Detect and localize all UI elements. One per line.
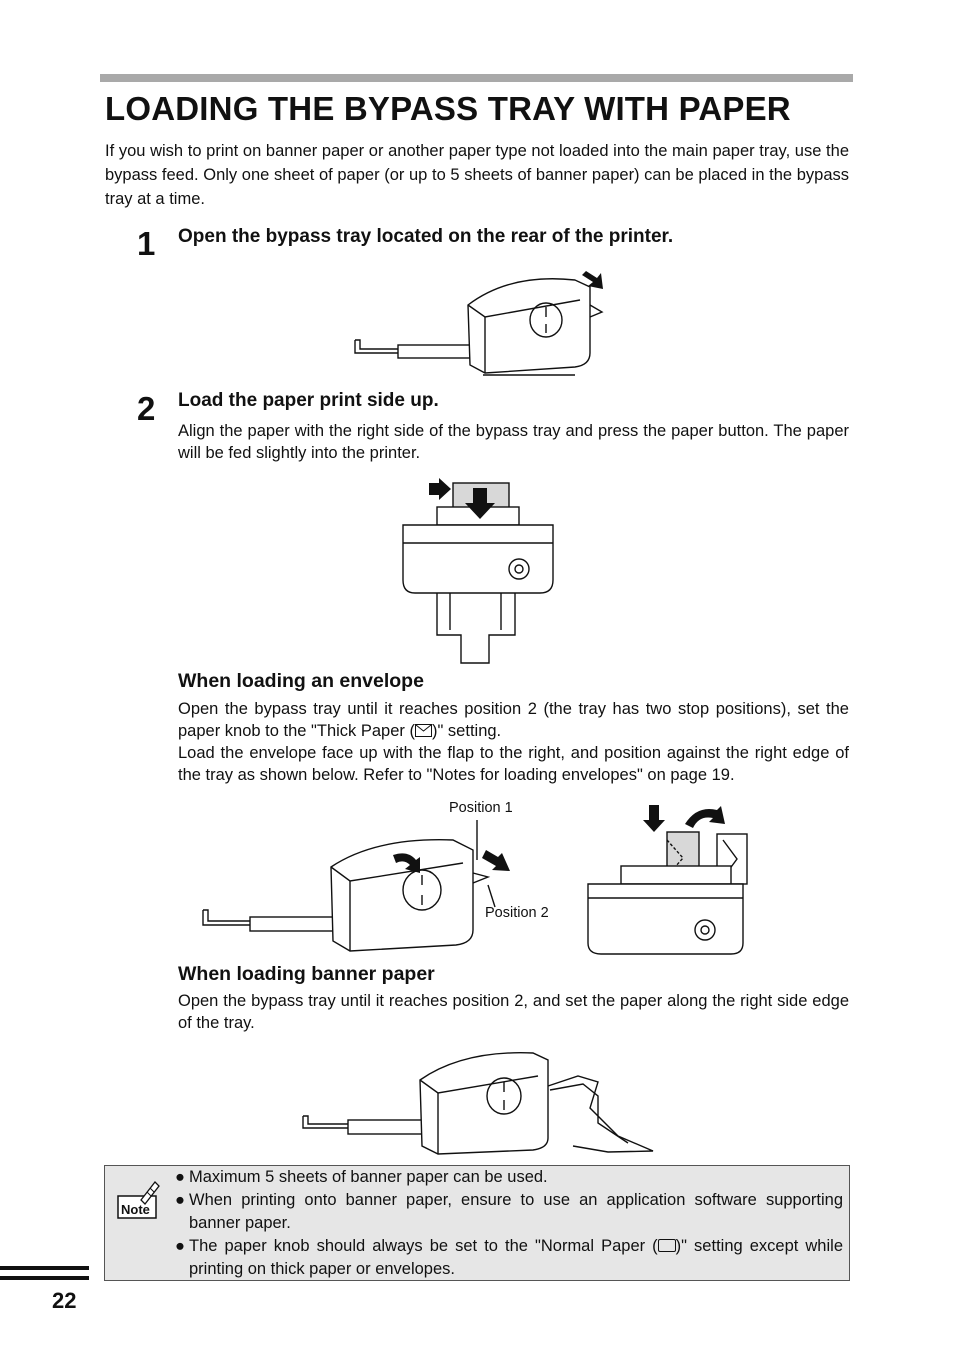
page-title: LOADING THE BYPASS TRAY WITH PAPER xyxy=(105,90,791,127)
banner-paper-figure xyxy=(298,1048,658,1160)
envelope-body xyxy=(178,698,849,786)
bullet-icon: ● xyxy=(175,1191,185,1209)
printer-top-view-figure xyxy=(395,475,560,667)
normal-paper-icon xyxy=(658,1239,676,1252)
note-pencil-icon xyxy=(115,1178,161,1222)
thick-paper-envelope-icon xyxy=(415,724,432,737)
flip-arrow-icon xyxy=(685,806,725,828)
right-arrow-icon xyxy=(429,478,451,500)
banner-heading: When loading banner paper xyxy=(178,963,435,985)
step-2-body: Align the paper with the right side of the bypass tray and press the paper button. The paper will be fed slightly into the printer. xyxy=(178,422,849,462)
envelope-heading: When loading an envelope xyxy=(178,670,424,692)
page-number: 22 xyxy=(52,1288,77,1313)
bullet-icon: ● xyxy=(175,1168,185,1186)
down-arrow-icon xyxy=(643,805,665,832)
note-box xyxy=(104,1165,850,1281)
envelope-text-part-1: Open the bypass tray until it reaches position 2 (the tray has two stop positions), set the paper knob to the "Thick Paper ( xyxy=(178,700,849,740)
banner-body: Open the bypass tray until it reaches position 2, and set the paper along the right side edge of the tray. xyxy=(178,992,849,1032)
step-2-heading: Load the paper print side up. xyxy=(178,390,439,411)
printer-side-view-figure xyxy=(350,265,610,380)
envelope-text-part-2: )" setting. xyxy=(432,722,502,740)
step-1-heading: Open the bypass tray located on the rear of the printer. xyxy=(178,226,674,247)
note-icon-label: Note xyxy=(121,1202,150,1217)
note-item-3-text-part-2: )" setting except while printing on thick paper or envelopes. xyxy=(189,1237,843,1278)
note-item-2-text: When printing onto banner paper, ensure to use an application software supporting banner paper. xyxy=(189,1191,843,1232)
envelope-top-view-figure xyxy=(585,800,750,960)
envelope-text-paragraph-2: Load the envelope face up with the flap to the right, and position against the right edge of the tray as shown below. Refer to "Notes for loading envelopes" on page 19. xyxy=(178,744,849,784)
bullet-icon: ● xyxy=(175,1237,185,1255)
note-list xyxy=(175,1166,843,1281)
title-rule xyxy=(100,74,853,82)
note-item xyxy=(175,1166,843,1189)
down-right-arrow-icon xyxy=(482,850,510,871)
position-2-label: Position 2 xyxy=(485,905,549,921)
note-item xyxy=(175,1189,843,1235)
note-item xyxy=(175,1235,843,1281)
intro-paragraph: If you wish to print on banner paper or another paper type not loaded into the main paper tray, use the bypass feed. Only one sheet of paper (or up to 5 sheets of banner paper) can be placed in the bypass tray at a time. xyxy=(105,142,849,208)
step-2-number: 2 xyxy=(137,390,156,427)
note-item-3-text-part-1: The paper knob should always be set to the "Normal Paper ( xyxy=(189,1237,658,1255)
page-number-rule xyxy=(0,1266,89,1286)
step-1-number: 1 xyxy=(137,225,156,262)
envelope-side-view-figure xyxy=(198,815,518,955)
note-item-1-text: Maximum 5 sheets of banner paper can be used. xyxy=(189,1168,548,1186)
position-1-label: Position 1 xyxy=(449,800,513,816)
